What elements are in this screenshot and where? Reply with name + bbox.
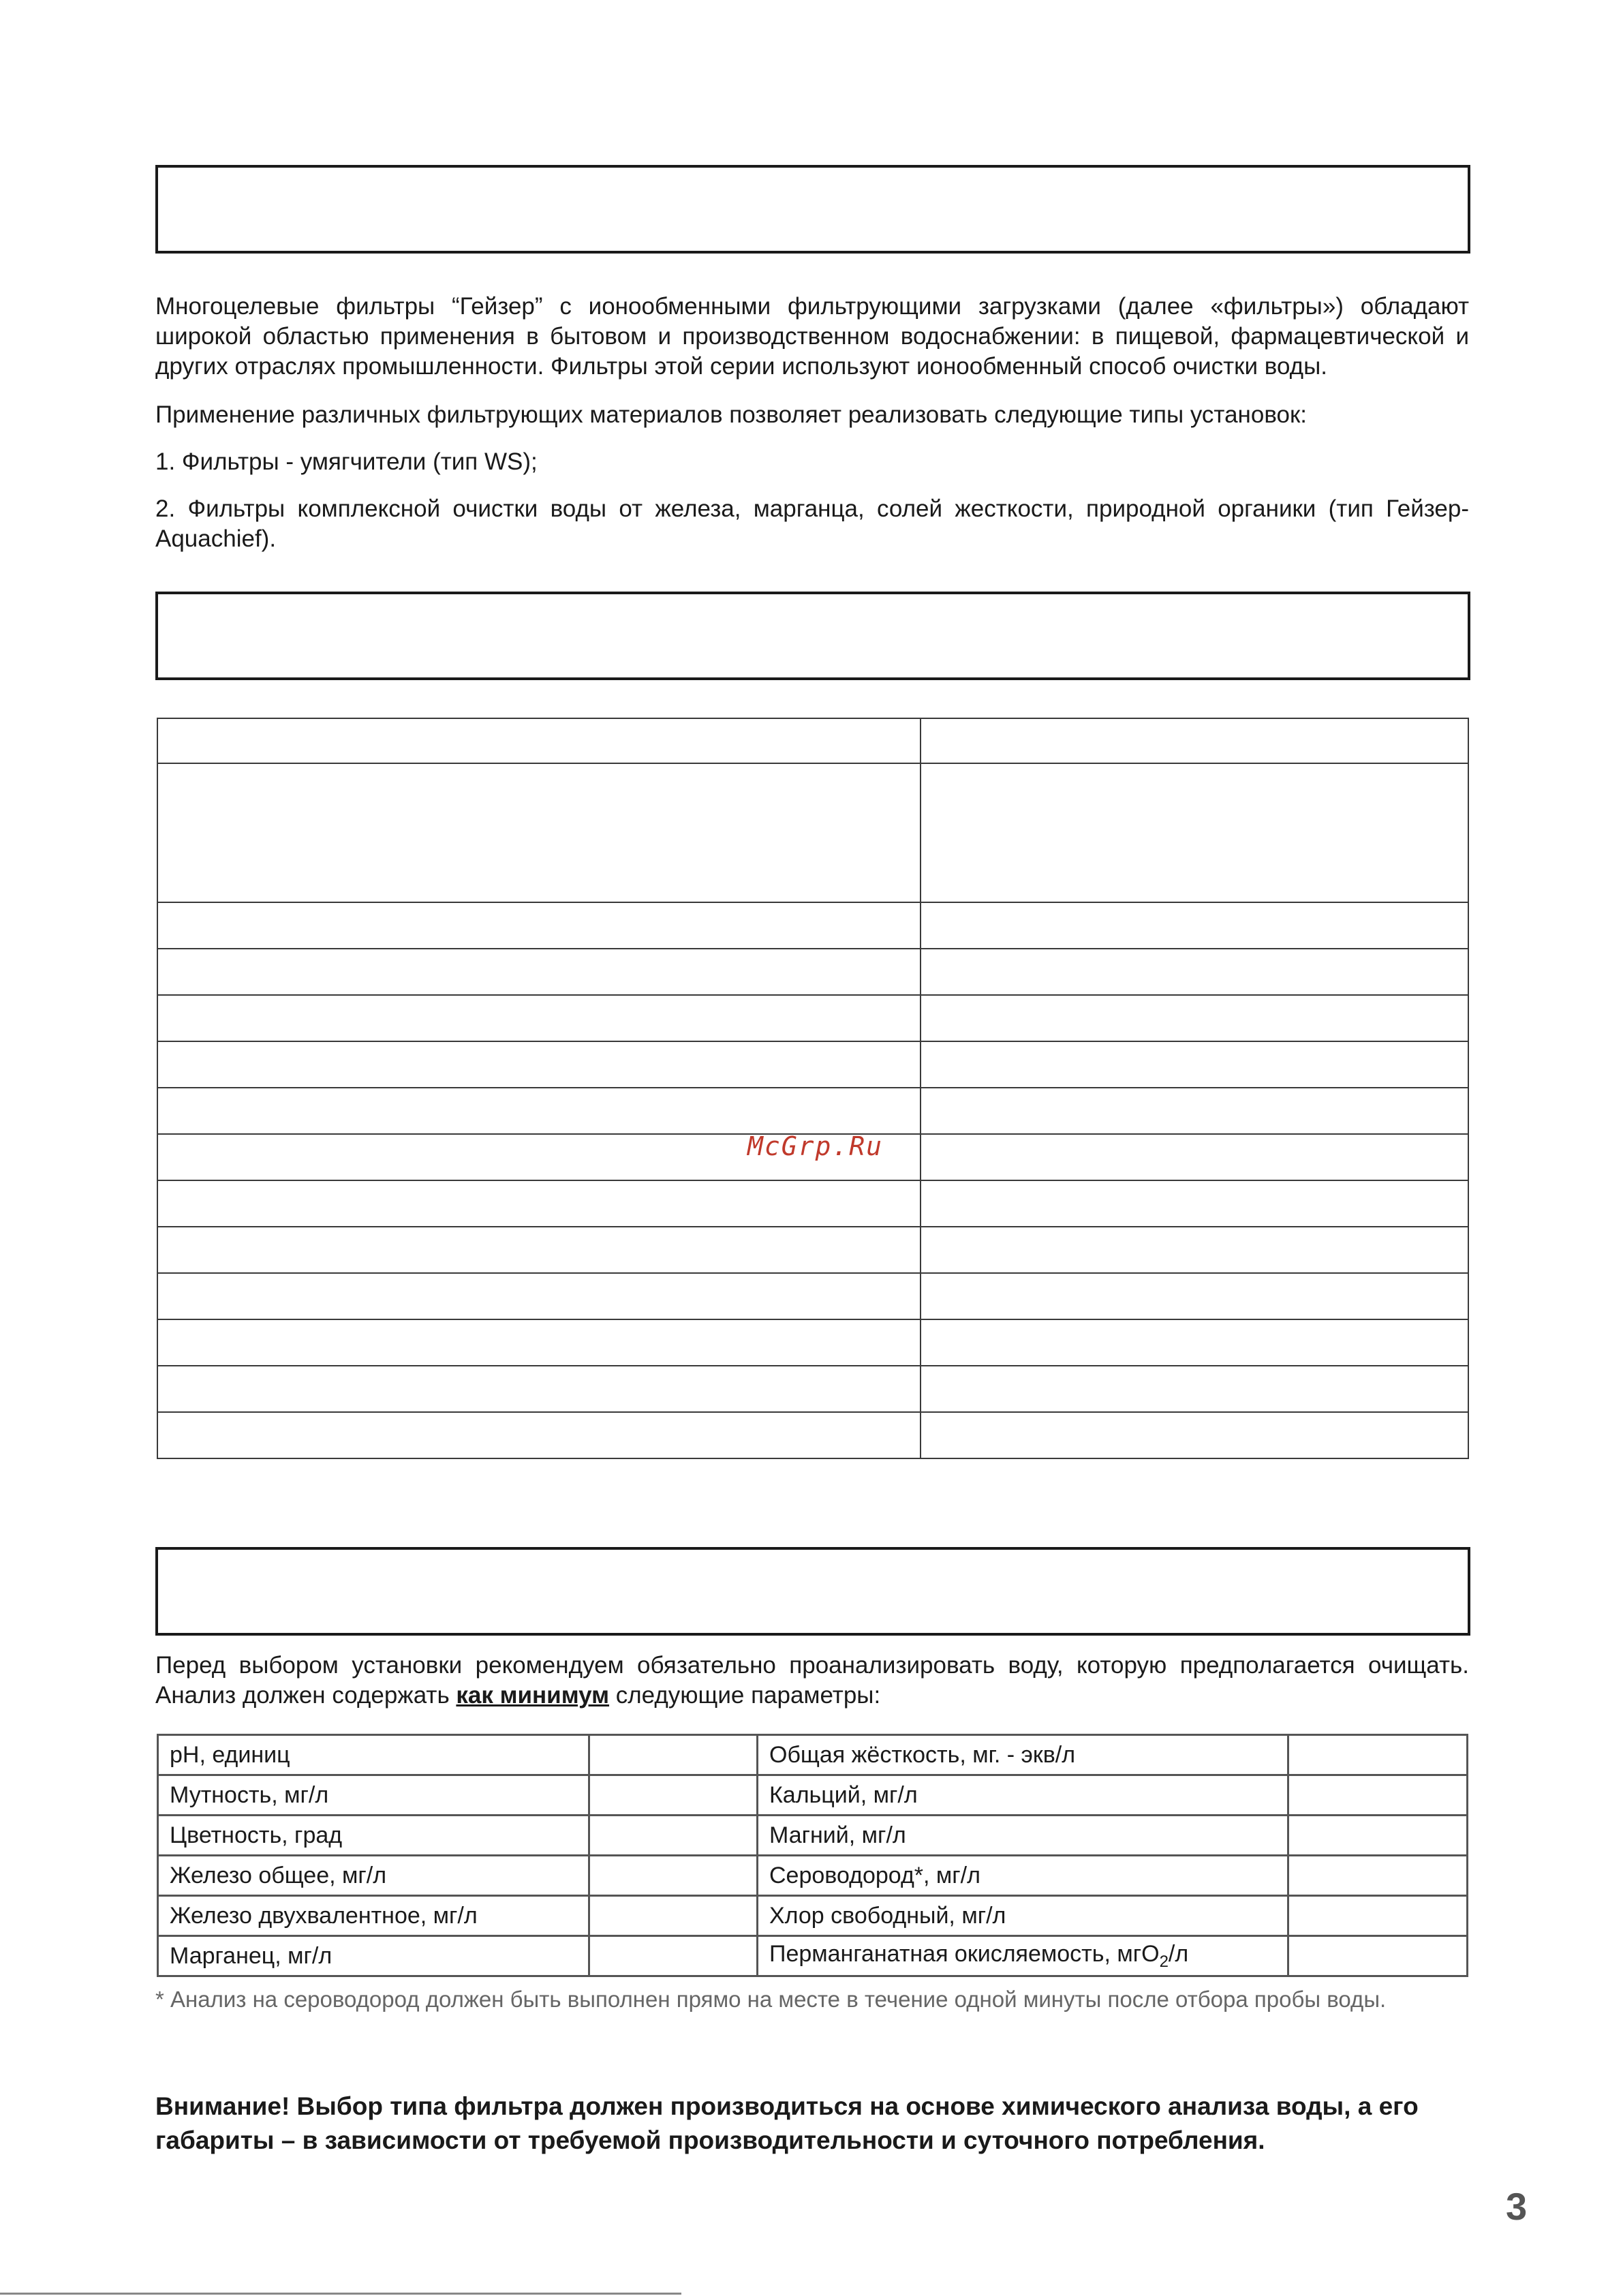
param-value-cell (589, 1735, 758, 1775)
spec-table-row (157, 902, 1468, 949)
param-value-cell (1288, 1816, 1468, 1856)
param-label: Железо двухвалентное, мг/л (158, 1896, 589, 1936)
param-label: Железо общее, мг/л (158, 1856, 589, 1896)
spec-table-row (157, 1273, 1468, 1319)
spec-table-row (157, 995, 1468, 1041)
param-value-cell (1288, 1936, 1468, 1976)
spec-table-row (157, 1227, 1468, 1273)
spec-table-row (157, 1319, 1468, 1366)
param-label: Хлор свободный, мг/л (758, 1896, 1288, 1936)
param-label: Кальций, мг/л (758, 1775, 1288, 1816)
param-label: Марганец, мг/л (158, 1936, 589, 1976)
param-row (158, 1735, 1468, 1775)
analysis-intro-emphasis: как минимум (456, 1682, 610, 1709)
intro-list-item-2: 2. Фильтры комплексной очистки воды от железа, марганца, солей жесткости, природной органики (тип Гейзер-Aquachief). (155, 495, 1469, 552)
water-parameters-table (157, 1734, 1468, 1977)
section-header-box-2 (155, 592, 1470, 680)
param-value-cell (1288, 1856, 1468, 1896)
spec-table-row (157, 1088, 1468, 1134)
param-value-cell (1288, 1735, 1468, 1775)
spec-table-row (157, 949, 1468, 995)
param-label: Мутность, мг/л (158, 1775, 589, 1816)
param-label: Магний, мг/л (758, 1816, 1288, 1856)
param-value-cell (1288, 1775, 1468, 1816)
spec-table-row (157, 718, 1468, 763)
section-header-box-3 (155, 1547, 1470, 1636)
param-label: Общая жёсткость, мг. - экв/л (758, 1735, 1288, 1775)
hydrogen-sulfide-footnote: * Анализ на сероводород должен быть выполнен прямо на месте в течение одной минуты после отбора пробы воды. (155, 1987, 1387, 2012)
watermark-text: McGrp.Ru (747, 1131, 884, 1161)
specifications-table (157, 718, 1469, 1459)
param-row (158, 1775, 1468, 1816)
bottom-divider (0, 2293, 681, 2295)
spec-table-row (157, 1412, 1468, 1458)
param-row (158, 1816, 1468, 1856)
param-row (158, 1856, 1468, 1896)
param-label-permanganate: Перманганатная окисляемость, мгО$_2$/л (758, 1936, 1288, 1976)
param-label: Цветность, град (158, 1816, 589, 1856)
analysis-intro-tail: следующие параметры: (609, 1682, 881, 1709)
spec-table-row (157, 1041, 1468, 1088)
spec-table-row (157, 1366, 1468, 1412)
param-value-cell (1288, 1896, 1468, 1936)
analysis-intro-paragraph (155, 1651, 1469, 1711)
analysis-intro-text: Перед выбором установки рекомендуем обязательно проанализировать воду, которую предполагается очищать. Анализ должен содержать (155, 1652, 1469, 1709)
param-value-cell (589, 1816, 758, 1856)
param-value-cell (589, 1775, 758, 1816)
intro-types-paragraph: Применение различных фильтрующих материалов позволяет реализовать следующие типы установок: (155, 401, 1308, 428)
section-header-box-1 (155, 165, 1470, 254)
intro-paragraph: Многоцелевые фильтры “Гейзер” с ионообменными фильтрующими загрузками (далее «фильтры») обладают широкой областью применения в бытовом и производственном водоснабжении: в пищевой, фармацевтической и других отраслях промышленности. Фильтры этой серии используют ионообменный способ очистки воды. (155, 293, 1469, 380)
param-row (158, 1936, 1468, 1976)
param-row (158, 1896, 1468, 1936)
spec-table-row (157, 1180, 1468, 1227)
param-value-cell (589, 1936, 758, 1976)
param-label: pH, единиц (158, 1735, 589, 1775)
param-value-cell (589, 1856, 758, 1896)
spec-table-row (157, 763, 1468, 902)
param-label: Сероводород*, мг/л (758, 1856, 1288, 1896)
param-value-cell (589, 1896, 758, 1936)
page-number: 3 (1506, 2185, 1528, 2228)
filter-selection-warning: Внимание! Выбор типа фильтра должен производиться на основе химического анализа воды, а его габариты – в зависимости от требуемой производительности и суточного потребления. (155, 2092, 1419, 2154)
intro-list-item-1: 1. Фильтры - умягчители (тип WS); (155, 448, 538, 475)
